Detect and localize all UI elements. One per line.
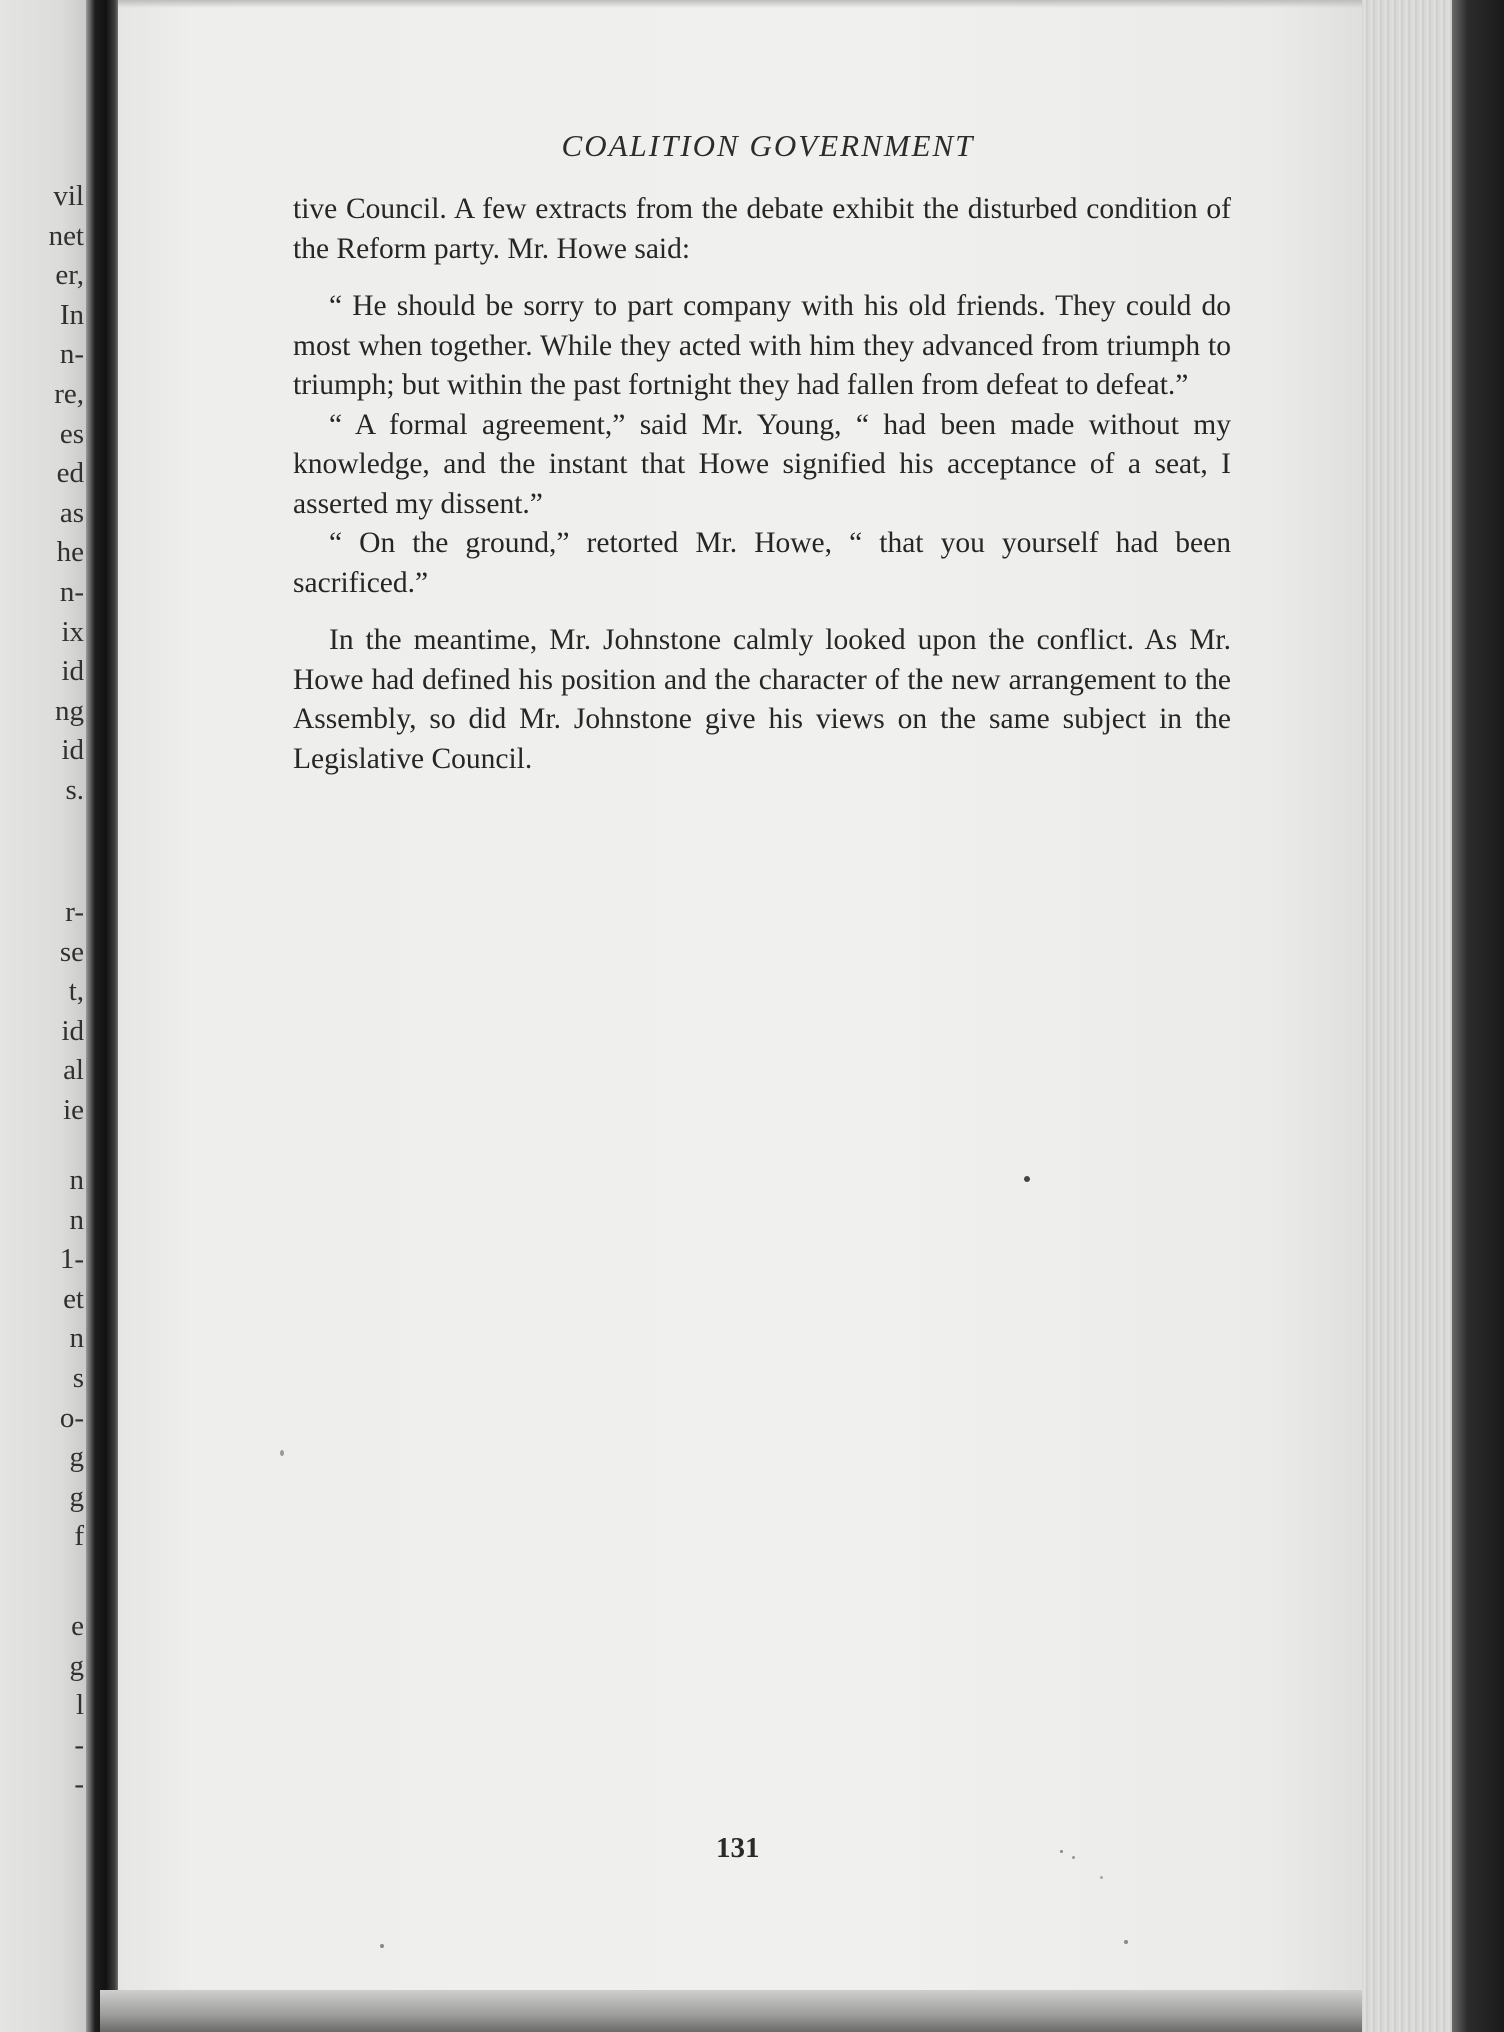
left-page-text-fragment: n- xyxy=(59,576,84,608)
right-page xyxy=(118,0,1368,2000)
left-page-text-fragment: r- xyxy=(65,896,84,928)
quote-howe-retort: “ On the ground,” retorted Mr. Howe, “ that you yourself had been sacrificed.” xyxy=(293,527,1231,599)
left-page-text-fragment: he xyxy=(56,536,84,569)
left-page-text-fragment: n- xyxy=(59,338,84,371)
left-page-text-fragment: ie xyxy=(63,1094,84,1126)
dust-speck xyxy=(1100,1876,1103,1879)
left-page-text-fragment: - xyxy=(74,1728,84,1761)
left-page-text-fragment: t, xyxy=(68,975,84,1008)
left-page-text-fragment: 1- xyxy=(59,1243,84,1276)
left-page-text-fragment: - xyxy=(74,1768,84,1801)
left-page-text-fragment: es xyxy=(59,417,84,450)
left-page-text-fragment: net xyxy=(48,219,84,252)
left-page-text-fragment: ed xyxy=(56,457,84,490)
left-page-text-fragment: n xyxy=(69,1203,84,1236)
left-page-text-fragment: e xyxy=(71,1610,84,1642)
page-number: 131 xyxy=(716,1832,760,1864)
dust-speck xyxy=(1072,1856,1075,1859)
left-page-sliver xyxy=(0,0,88,2032)
left-page-text-fragment: et xyxy=(63,1282,84,1315)
dust-speck xyxy=(1060,1850,1063,1853)
left-page-text-fragment: s xyxy=(72,1362,84,1394)
left-page-text-fragment: In xyxy=(59,298,84,331)
running-head: COALITION GOVERNMENT xyxy=(561,128,975,163)
dust-speck xyxy=(380,1944,384,1948)
paragraph-intro: tive Council. A few extracts from the debate exhibit the disturbed condition of the Reform party. Mr. Howe said: xyxy=(293,193,1231,265)
left-page-text-fragment: g xyxy=(69,1649,84,1682)
quote-howe: “ He should be sorry to part company with his old friends. They could do most when together. While they acted with him they advanced from triumph to triumph; but within the past fortnight they had fallen from defeat to defeat.” xyxy=(293,290,1231,401)
dust-speck xyxy=(1124,1940,1128,1944)
left-page-text-fragment: n xyxy=(69,1322,84,1355)
left-page-text-fragment: ix xyxy=(61,615,84,648)
left-page-text-fragment: al xyxy=(63,1054,84,1087)
book-gutter xyxy=(86,0,122,2032)
paragraph-gap xyxy=(293,603,1231,621)
left-page-text-fragment: g xyxy=(69,1480,84,1513)
left-page-text-fragment: as xyxy=(59,496,84,529)
page-stack-edges xyxy=(1362,0,1454,2032)
paragraph-johnstone: In the meantime, Mr. Johnstone calmly looked upon the conflict. As Mr. Howe had defined his position and the character of the new arrangement to the Assembly, so did Mr. Johnstone give his views on the same subject in the Legislative Council. xyxy=(293,624,1231,775)
left-page-text-fragment: se xyxy=(59,935,84,968)
left-page-text-fragment: id xyxy=(61,734,84,767)
left-page-text-fragment: id xyxy=(61,655,84,688)
left-page-text-fragment: o- xyxy=(59,1401,84,1434)
page-top-shadow xyxy=(118,0,1368,8)
page-text xyxy=(293,190,1231,779)
dust-speck xyxy=(1024,1176,1030,1182)
left-page-text-fragment: l xyxy=(75,1689,84,1722)
left-page-text-fragment: id xyxy=(61,1014,84,1047)
dust-speck xyxy=(280,1450,284,1456)
left-page-text-fragment: s. xyxy=(65,774,84,806)
left-page-text-fragment: vil xyxy=(53,180,84,212)
left-page-text-fragment: g xyxy=(69,1441,84,1474)
quote-young: “ A formal agreement,” said Mr. Young, “ had been made without my knowledge, and the instant that Howe signified his acceptance of a seat, I asserted my dissent.” xyxy=(293,408,1231,520)
left-page-text-fragment: n xyxy=(69,1164,84,1196)
left-page-text-fragment: f xyxy=(74,1520,84,1553)
book-cover-edge xyxy=(1452,0,1504,2032)
left-page-text-fragment: ng xyxy=(55,694,84,727)
left-page-text-fragment: er, xyxy=(55,259,84,292)
left-page-text-fragment: re, xyxy=(54,378,84,410)
paragraph-gap xyxy=(293,269,1231,287)
page-bottom-edge xyxy=(100,1990,1400,2032)
